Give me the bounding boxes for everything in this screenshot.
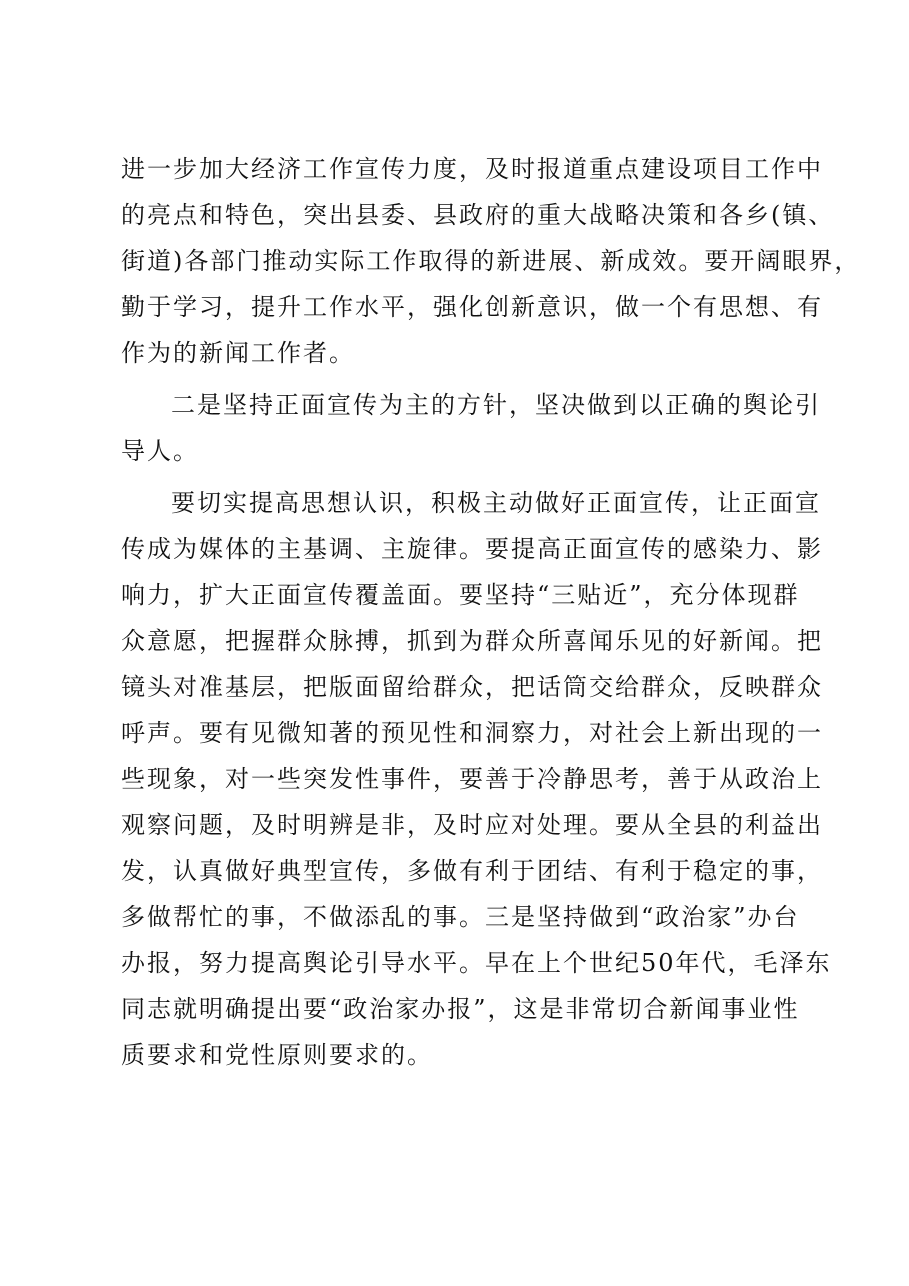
- text-line: 街道)各部门推动实际工作取得的新进展、新成效。要开阔眼界，: [121, 247, 861, 275]
- paragraph-2: [121, 382, 821, 474]
- text-line: 勤于学习，提升工作水平，强化创新意识，做一个有思想、有: [121, 293, 823, 321]
- paragraph-3: [121, 480, 832, 1124]
- text-line: 进一步加大经济工作宣传力度，及时报道重点建设项目工作中: [121, 155, 823, 183]
- text-line: [121, 1078, 793, 1124]
- text-line: 作为的新闻工作者。: [121, 339, 355, 367]
- text-line: 传成为媒体的主基调、主旋律。要提高正面宣传的感染力、影: [121, 535, 823, 563]
- text-line: 发，认真做好典型宣传，多做有利于团结、有利于稳定的事，: [121, 857, 823, 885]
- text-line: 的亮点和特色，突出县委、县政府的重大战略决策和各乡(镇、: [121, 201, 835, 229]
- text-line: 些现象，对一些突发性事件，要善于冷静思考，善于从政治上: [121, 765, 823, 793]
- document-body: [121, 146, 861, 1124]
- text-line: 观察问题，及时明辨是非，及时应对处理。要从全县的利益出: [121, 811, 823, 839]
- text-line: 二是坚持正面宣传为主的方针，坚决做到以正确的舆论引: [171, 391, 821, 419]
- text-line: 镜头对准基层，把版面留给群众，把话筒交给群众，反映群众: [121, 673, 823, 701]
- text-line: 质要求和党性原则要求的。: [121, 1041, 433, 1069]
- text-line: 呼声。要有见微知著的预见性和洞察力，对社会上新出现的一: [121, 719, 823, 747]
- text-line: 众意愿，把握群众脉搏，抓到为群众所喜闻乐见的好新闻。把: [121, 627, 823, 655]
- text-line: 导人。: [121, 437, 199, 465]
- text-line: 同志就明确提出要“政治家办报”，这是非常切合新闻事业性: [121, 995, 800, 1023]
- paragraph-1: [121, 146, 861, 376]
- text-line: 多做帮忙的事，不做添乱的事。三是坚持做到“政治家”办台: [121, 903, 800, 931]
- text-line: 响力，扩大正面宣传覆盖面。要坚持“三贴近”，充分体现群: [121, 581, 800, 609]
- text-line: 要切实提高思想认识，积极主动做好正面宣传，让正面宣: [171, 489, 821, 517]
- text-line: 办报，努力提高舆论引导水平。早在上个世纪50年代，毛泽东: [121, 949, 832, 977]
